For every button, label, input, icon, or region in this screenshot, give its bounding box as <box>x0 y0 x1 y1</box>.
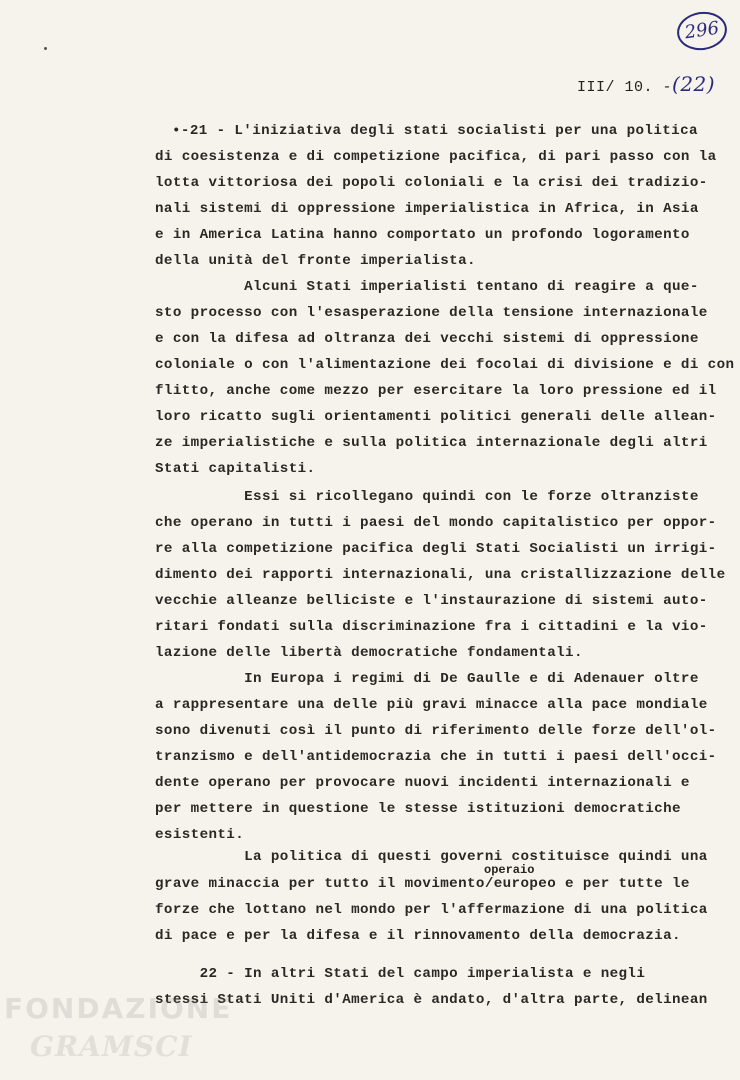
text-line: lotta vittoriosa dei popoli coloniali e la crisi dei tradizio- <box>155 175 708 191</box>
text-line: dimento dei rapporti internazionali, una cristallizzazione delle <box>155 567 726 583</box>
text-line: esistenti. <box>155 827 245 843</box>
text-line: sto processo con l'esasperazione della tensione internazionale <box>155 305 708 321</box>
handwritten-insertion: operaio <box>484 863 535 877</box>
watermark-foundation: FONDAZIONE <box>4 992 233 1025</box>
text-line: di coesistenza e di competizione pacifica, di pari passo con la <box>155 149 717 165</box>
text-line: per mettere in questione le stesse istituzioni democratiche <box>155 801 681 817</box>
text-line: della unità del fronte imperialista. <box>155 253 476 269</box>
text-line: 22 - In altri Stati del campo imperialista e negli <box>155 966 646 982</box>
text-line: La politica di questi governi costituisce quindi una <box>155 849 708 865</box>
text-line: di pace e per la difesa e il rinnovamento della democrazia. <box>155 928 681 944</box>
text-line: sono divenuti così il punto di riferimento delle forze dell'ol- <box>155 723 717 739</box>
text-line: vecchie alleanze belliciste e l'instaurazione di sistemi auto- <box>155 593 708 609</box>
text-line: stessi Stati Uniti d'America è andato, d'altra parte, delinean <box>155 992 708 1008</box>
archive-stamp: 296 <box>675 9 730 54</box>
text-line: coloniale o con l'alimentazione dei focolai di divisione e di con <box>155 357 735 373</box>
text-line: Alcuni Stati imperialisti tentano di reagire a que- <box>155 279 699 295</box>
page-reference-handwritten: (22) <box>672 72 716 96</box>
text-line: re alla competizione pacifica degli Stati Socialisti un irrigi- <box>155 541 717 557</box>
text-line: ritari fondati sulla discriminazione fra i cittadini e la vio- <box>155 619 708 635</box>
text-line: grave minaccia per tutto il movimento/europeo e per tutte le <box>155 876 690 892</box>
text-line: forze che lottano nel mondo per l'affermazione di una politica <box>155 902 708 918</box>
text-line: tranzismo e dell'antidemocrazia che in tutti i paesi dell'occi- <box>155 749 717 765</box>
text-line: nali sistemi di oppressione imperialistica in Africa, in Asia <box>155 201 699 217</box>
text-line: che operano in tutti i paesi del mondo capitalistico per oppor- <box>155 515 717 531</box>
margin-dot <box>44 47 47 50</box>
page-reference-typed: III/ 10. - <box>577 79 673 96</box>
text-line: •-21 - L'iniziativa degli stati socialisti per una politica <box>172 123 698 139</box>
text-line: e in America Latina hanno comportato un profondo logoramento <box>155 227 690 243</box>
text-line: loro ricatto sugli orientamenti politici generali delle allean- <box>155 409 717 425</box>
text-line: flitto, anche come mezzo per esercitare la loro pressione ed il <box>155 383 717 399</box>
page-reference <box>577 72 715 96</box>
watermark-gramsci: GRAMSCI <box>30 1030 193 1063</box>
text-line: a rappresentare una delle più gravi minacce alla pace mondiale <box>155 697 708 713</box>
text-line: In Europa i regimi di De Gaulle e di Adenauer oltre <box>155 671 699 687</box>
text-line: ze imperialistiche e sulla politica internazionale degli altri <box>155 435 708 451</box>
text-line: dente operano per provocare nuovi incidenti internazionali e <box>155 775 690 791</box>
text-line: e con la difesa ad oltranza dei vecchi sistemi di oppressione <box>155 331 699 347</box>
text-line: lazione delle libertà democratiche fondamentali. <box>155 645 583 661</box>
text-line: Essi si ricollegano quindi con le forze oltranziste <box>155 489 699 505</box>
text-line: Stati capitalisti. <box>155 461 316 477</box>
